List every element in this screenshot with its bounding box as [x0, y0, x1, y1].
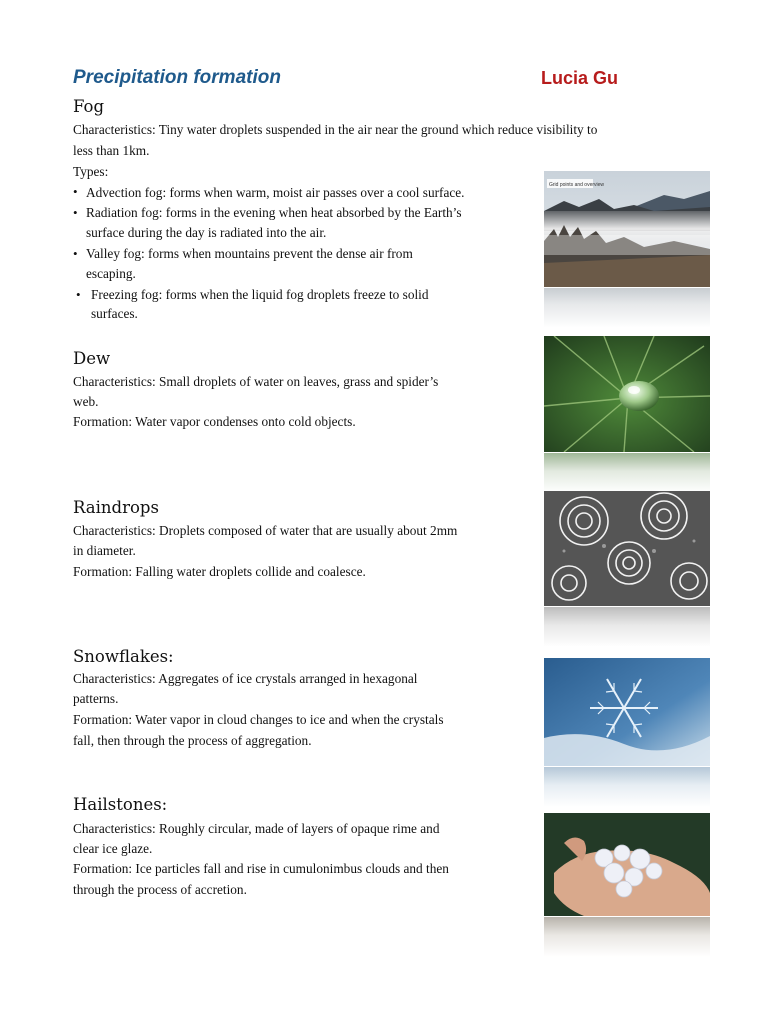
fog-types-label: Types: — [73, 164, 109, 179]
fog-photo-reflection — [544, 288, 710, 328]
snowflakes-formation-line-2: fall, then through the process of aggregation. — [73, 733, 312, 748]
snowflakes-characteristics-line-2: patterns. — [73, 691, 119, 706]
bullet-dot: • — [76, 287, 81, 302]
bullet-dot: • — [73, 246, 78, 261]
fog-heading: Fog — [73, 97, 105, 116]
fog-bullet-freezing-cont: surfaces. — [91, 306, 138, 321]
dew-heading: Dew — [73, 349, 111, 368]
raindrops-formation: Formation: Falling water droplets collide and coalesce. — [73, 564, 366, 579]
dew-photo-reflection — [544, 453, 710, 493]
raindrops-heading: Raindrops — [73, 498, 159, 517]
fog-landscape-photo — [544, 171, 710, 287]
hailstones-formation-line-1: Formation: Ice particles fall and rise in cumulonimbus clouds and then — [73, 861, 449, 876]
fog-bullet-radiation: Radiation fog: forms in the evening when heat absorbed by the Earth’s — [86, 205, 462, 220]
fog-bullet-valley-cont: escaping. — [86, 266, 136, 281]
page-title: Precipitation formation — [73, 67, 281, 88]
snowflakes-characteristics-line-1: Characteristics: Aggregates of ice crystals arranged in hexagonal — [73, 671, 418, 686]
raindrops-photo-reflection — [544, 607, 710, 647]
dew-drop-on-leaf-photo — [544, 336, 710, 452]
fog-bullet-advection: Advection fog: forms when warm, moist air passes over a cool surface. — [86, 185, 465, 200]
hailstones-heading: Hailstones: — [73, 795, 168, 814]
raindrops-characteristics-line-1: Characteristics: Droplets composed of water that are usually about 2mm — [73, 523, 458, 538]
raindrops-characteristics-line-2: in diameter. — [73, 543, 136, 558]
fog-characteristics-line-1: Characteristics: Tiny water droplets suspended in the air near the ground which reduce visibility to — [73, 122, 598, 137]
raindrop-ripples-photo — [544, 491, 710, 606]
author-name: Lucia Gu — [541, 68, 619, 88]
fog-bullet-radiation-cont: surface during the day is radiated into the air. — [86, 225, 327, 240]
bullet-dot: • — [73, 184, 78, 199]
hailstones-photo-reflection — [544, 917, 710, 957]
snowflakes-heading: Snowflakes: — [73, 647, 174, 666]
fog-photo-caption: Grid points and overview — [549, 182, 605, 188]
dew-formation: Formation: Water vapor condenses onto cold objects. — [73, 414, 356, 429]
fog-bullet-freezing: Freezing fog: forms when the liquid fog droplets freeze to solid — [91, 287, 429, 302]
snowflake-crystal-photo — [544, 658, 710, 766]
hailstones-characteristics-line-1: Characteristics: Roughly circular, made of layers of opaque rime and — [73, 821, 440, 836]
snowflakes-photo-reflection — [544, 767, 710, 807]
fog-characteristics-line-2: less than 1km. — [73, 143, 150, 158]
snowflakes-formation-line-1: Formation: Water vapor in cloud changes to ice and when the crystals — [73, 712, 444, 727]
dew-characteristics-line-2: web. — [73, 394, 99, 409]
dew-characteristics-line-1: Characteristics: Small droplets of water on leaves, grass and spider’s — [73, 374, 439, 389]
bullet-dot: • — [73, 205, 78, 220]
fog-bullet-valley: Valley fog: forms when mountains prevent the dense air from — [86, 246, 413, 261]
hailstones-characteristics-line-2: clear ice glaze. — [73, 841, 153, 856]
hailstones-formation-line-2: through the process of accretion. — [73, 882, 247, 897]
hailstones-in-hand-photo — [544, 813, 710, 916]
